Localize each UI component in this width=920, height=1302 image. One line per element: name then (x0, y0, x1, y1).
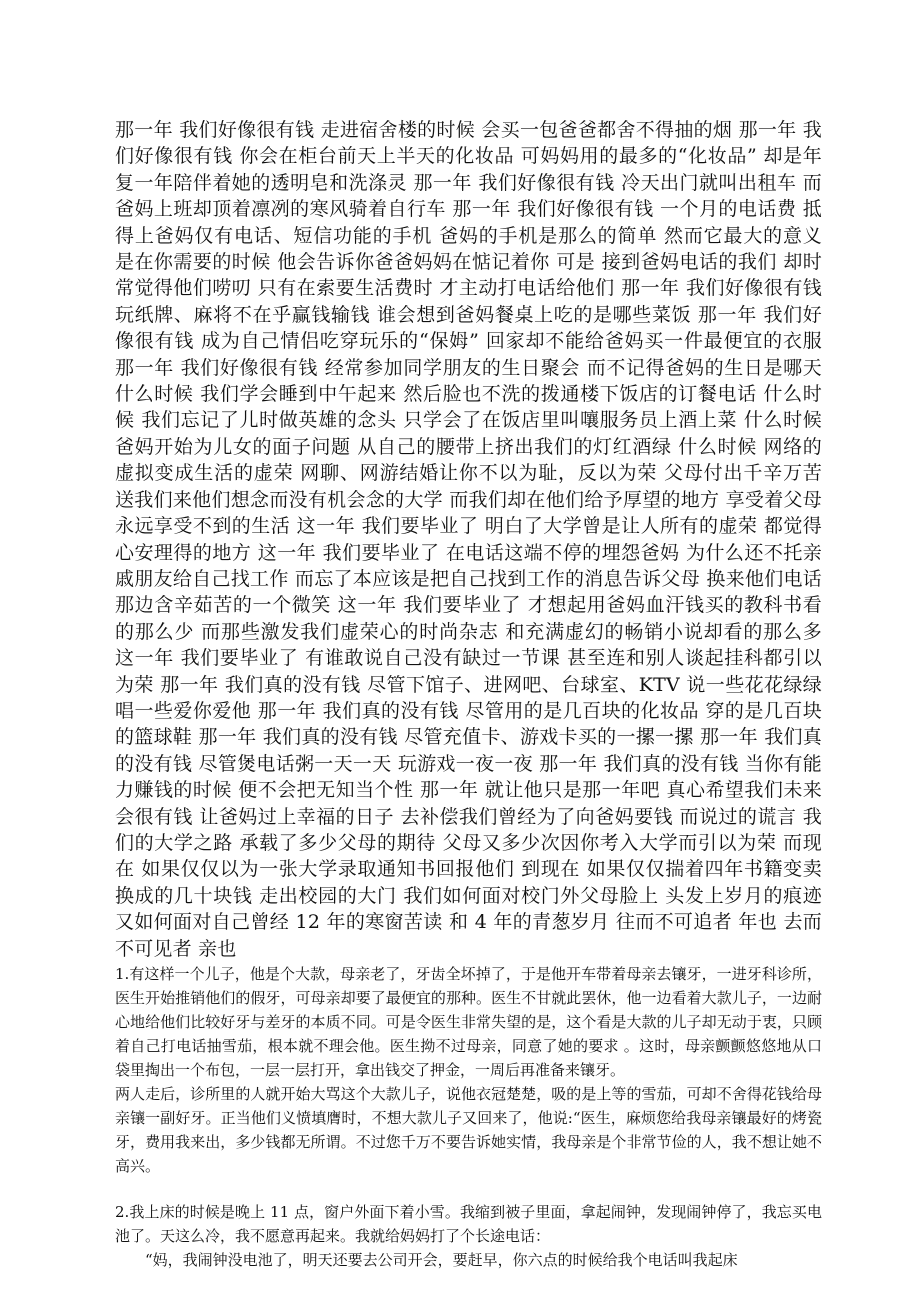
story-two-dialogue: “妈，我闹钟没电池了，明天还要去公司开会，要赶早，你六点的时候给我个电话叫我起床 (145, 1251, 738, 1269)
paragraph-spacer (115, 1178, 822, 1200)
story-one-paragraph-two: 两人走后，诊所里的人就开始大骂这个大款儿子，说他衣冠楚楚，吸的是上等的雪茄，可却不舍得花钱给母亲镶一副好牙。正当他们义愤填膺时，不想大款儿子又回来了，他说:“医生，麻烦您给我母亲镶最好的烤瓷牙，费用我来出，多少钱都无所谓。不过您千万不要告诉她实情，我母亲是个非常节俭的人，我不想让她不高兴。 (115, 1085, 822, 1175)
story-two-paragraph-one: 2.我上床的时候是晚上 11 点，窗户外面下着小雪。我缩到被子里面，拿起闹钟，发现闹钟停了，我忘买电池了。天这么冷，我不愿意再起来。我就给妈妈打了个长途电话： (115, 1203, 822, 1245)
story-one-paragraph-one: 1.有这样一个儿子，他是个大款，母亲老了，牙齿全坏掉了，于是他开车带着母亲去镶牙，一进牙科诊所，医生开始推销他们的假牙，可母亲却要了最便宜的那种。医生不甘就此罢休，他一边看着大款儿子，一边耐心地给他们比较好牙与差牙的本质不同。可是令医生非常失望的是，这个看是大款的儿子却无动于衷，只顾着自己打电话抽雪茄，根本就不理会他。医生拗不过母亲，同意了她的要求 。这时，母亲颤颤悠悠地从口袋里掏出一个布包，一层一层打开，拿出钱交了押金，一周后再准备来镶牙。 (115, 965, 822, 1079)
document-body (115, 117, 822, 1272)
essay-paragraph: 那一年 我们好像很有钱 走进宿舍楼的时候 会买一包爸爸都舍不得抽的烟 那一年 我们好像很有钱 你会在柜台前天上半天的化妆品 可妈妈用的最多的“化妆品” 却是年复一年陪伴着她的透明皂和洗涤灵 那一年 我们好像很有钱 冷天出门就叫出租车 而爸妈上班却顶着凛冽的寒风骑着自行车 那一年 我们好像很有钱 一个月的电话费 抵得上爸妈仅有电话、短信功能的手机 爸妈的手机是那么的简单 然而它最大的意义 是在你需要的时候 他会告诉你爸爸妈妈在惦记着你 可是 接到爸妈电话的我们 却时常觉得他们唠叨 只有在索要生活费时 才主动打电话给他们 那一年 我们好像很有钱 玩纸牌、麻将不在乎赢钱输钱 谁会想到爸妈餐桌上吃的是哪些菜饭 那一年 我们好像很有钱 成为自己情侣吃穿玩乐的“保姆” 回家却不能给爸妈买一件最便宜的衣服 那一年 我们好像很有钱 经常参加同学朋友的生日聚会 而不记得爸妈的生日是哪天 什么时候 我们学会睡到中午起来 然后脸也不洗的拨通楼下饭店的订餐电话 什么时候 我们忘记了儿时做英雄的念头 只学会了在饭店里叫嚷服务员上酒上菜 什么时候 爸妈开始为儿女的面子问题 从自己的腰带上挤出我们的灯红酒绿 什么时候 网络的虚拟变成生活的虚荣 网聊、网游结婚让你不以为耻，反以为荣 父母付出千辛万苦 送我们来他们想念而没有机会念的大学 而我们却在他们给予厚望的地方 享受着父母永远享受不到的生活 这一年 我们要毕业了 明白了大学曾是让人所有的虚荣 都觉得心安理得的地方 这一年 我们要毕业了 在电话这端不停的埋怨爸妈 为什么还不托亲戚朋友给自己找工作 而忘了本应该是把自己找到工作的消息告诉父母 换来他们电话那边含辛茹苦的一个微笑 这一年 我们要毕业了 才想起用爸妈血汗钱买的教科书看的那么少 而那些激发我们虚荣心的时尚杂志 和充满虚幻的畅销小说却看的那么多 这一年 我们要毕业了 有谁敢说自己没有缺过一节课 甚至连和别人谈起挂科都引以为荣 那一年 我们真的没有钱 尽管下馆子、进网吧、台球室、KTV 说一些花花绿绿 唱一些爱你爱他 那一年 我们真的没有钱 尽管用的是几百块的化妆品 穿的是几百块的篮球鞋 那一年 我们真的没有钱 尽管充值卡、游戏卡买的一摞一摞 那一年 我们真的没有钱 尽管煲电话粥一天一天 玩游戏一夜一夜 那一年 我们真的没有钱 当你有能力赚钱的时候 便不会把无知当个性 那一年 就让他只是那一年吧 真心希望我们未来会很有钱 让爸妈过上幸福的日子 去补偿我们曾经为了向爸妈要钱 而说过的谎言 我们的大学之路 承载了多少父母的期待 父母又多少次因你考入大学而引以为荣 而现在 如果仅仅以为一张大学录取通知书回报他们 到现在 如果仅仅揣着四年书籍变卖换成的几十块钱 走出校园的大门 我们如何面对校门外父母脸上 头发上岁月的痕迹 又如何面对自己曾经 12 年的寒窗苦读 和 4 年的青葱岁月 往而不可追者 年也 去而不可见者 亲也 (115, 119, 822, 960)
